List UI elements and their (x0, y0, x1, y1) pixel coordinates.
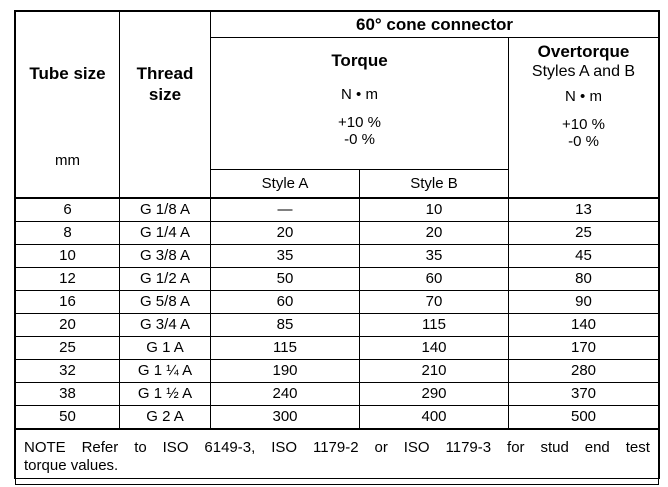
note-word: ISO (162, 438, 189, 456)
note-cell (16, 429, 659, 485)
style-b-cell: 210 (360, 359, 509, 382)
note-word: ISO (403, 438, 430, 456)
table-row (16, 405, 659, 429)
style-b-cell: 290 (360, 382, 509, 405)
style-b-cell: 140 (360, 336, 509, 359)
overtorque-title: Overtorque (537, 42, 630, 61)
table-row (16, 290, 659, 313)
overtorque-header (509, 38, 659, 198)
overtorque-cell: 80 (509, 267, 659, 290)
note-word: Refer (81, 438, 119, 456)
thread-size-cell: G 1/8 A (120, 198, 211, 222)
thread-size-header (120, 12, 211, 198)
thread-size-cell: G 2 A (120, 405, 211, 429)
torque-unit: N • m (341, 86, 378, 103)
style-b-cell: 400 (360, 405, 509, 429)
note-word: 6149-3, (204, 438, 256, 456)
thread-size-cell: G 1 ¼ A (120, 359, 211, 382)
note-line-2: torque values. (24, 456, 119, 474)
style-b-cell: 115 (360, 313, 509, 336)
torque-tol-minus: -0 % (344, 131, 375, 148)
torque-header (211, 38, 509, 170)
note-label: NOTE (24, 438, 66, 456)
style-b-cell: 10 (360, 198, 509, 222)
tube-size-label: Tube size (29, 64, 106, 83)
overtorque-cell: 280 (509, 359, 659, 382)
thread-size-cell: G 1/4 A (120, 221, 211, 244)
style-b-cell: 20 (360, 221, 509, 244)
overtorque-tol-minus: -0 % (568, 133, 599, 150)
style-b-cell: 60 (360, 267, 509, 290)
thread-size-cell: G 5/8 A (120, 290, 211, 313)
tube-size-cell: 16 (16, 290, 120, 313)
overtorque-cell: 90 (509, 290, 659, 313)
thread-size-cell: G 1 ½ A (120, 382, 211, 405)
table-row (16, 382, 659, 405)
thread-size-cell: G 1 A (120, 336, 211, 359)
table-row (16, 267, 659, 290)
style-a-cell: 85 (211, 313, 360, 336)
tube-size-cell: 25 (16, 336, 120, 359)
torque-table-frame (14, 10, 660, 479)
tube-size-cell: 10 (16, 244, 120, 267)
overtorque-cell: 25 (509, 221, 659, 244)
style-b-cell: 35 (360, 244, 509, 267)
tube-size-cell: 32 (16, 359, 120, 382)
overtorque-cell: 140 (509, 313, 659, 336)
note-word: ISO (271, 438, 298, 456)
tube-size-cell: 20 (16, 313, 120, 336)
style-a-header: Style A (211, 170, 360, 198)
style-a-cell: 50 (211, 267, 360, 290)
torque-tol-plus: +10 % (338, 114, 381, 131)
note-word: to (134, 438, 147, 456)
tube-size-cell: 6 (16, 198, 120, 222)
table-row (16, 198, 659, 222)
tube-size-cell: 8 (16, 221, 120, 244)
overtorque-cell: 13 (509, 198, 659, 222)
overtorque-cell: 370 (509, 382, 659, 405)
style-b-header: Style B (360, 170, 509, 198)
table-row (16, 244, 659, 267)
overtorque-unit: N • m (565, 88, 602, 105)
table-row (16, 336, 659, 359)
tube-size-cell: 50 (16, 405, 120, 429)
thread-size-label: Thread size (136, 64, 194, 104)
note-word: 1179-2 (312, 438, 359, 456)
style-b-cell: 70 (360, 290, 509, 313)
note-word: stud (540, 438, 569, 456)
connector-header: 60° cone connector (211, 12, 659, 38)
note-word: test (625, 438, 650, 456)
tube-size-header (16, 12, 120, 198)
style-a-cell: 115 (211, 336, 360, 359)
style-a-cell: 60 (211, 290, 360, 313)
overtorque-cell: 170 (509, 336, 659, 359)
torque-table (15, 11, 659, 485)
note-word: for (507, 438, 525, 456)
note-word: end (584, 438, 610, 456)
note-word: 1179-3 (445, 438, 492, 456)
style-a-cell: 190 (211, 359, 360, 382)
note-line-1 (24, 439, 650, 457)
torque-title: Torque (331, 51, 388, 70)
tube-size-cell: 38 (16, 382, 120, 405)
overtorque-cell: 500 (509, 405, 659, 429)
style-a-cell: 20 (211, 221, 360, 244)
overtorque-tol-plus: +10 % (562, 116, 605, 133)
table-row (16, 221, 659, 244)
style-a-cell: 300 (211, 405, 360, 429)
mm-unit-label: mm (55, 152, 80, 169)
thread-size-cell: G 3/8 A (120, 244, 211, 267)
table-row (16, 313, 659, 336)
table-row (16, 359, 659, 382)
overtorque-cell: 45 (509, 244, 659, 267)
thread-size-cell: G 1/2 A (120, 267, 211, 290)
tube-size-cell: 12 (16, 267, 120, 290)
style-a-cell: 240 (211, 382, 360, 405)
thread-size-cell: G 3/4 A (120, 313, 211, 336)
style-a-cell: — (211, 198, 360, 222)
note-word: or (374, 438, 388, 456)
style-a-cell: 35 (211, 244, 360, 267)
overtorque-styles: Styles A and B (531, 63, 636, 80)
